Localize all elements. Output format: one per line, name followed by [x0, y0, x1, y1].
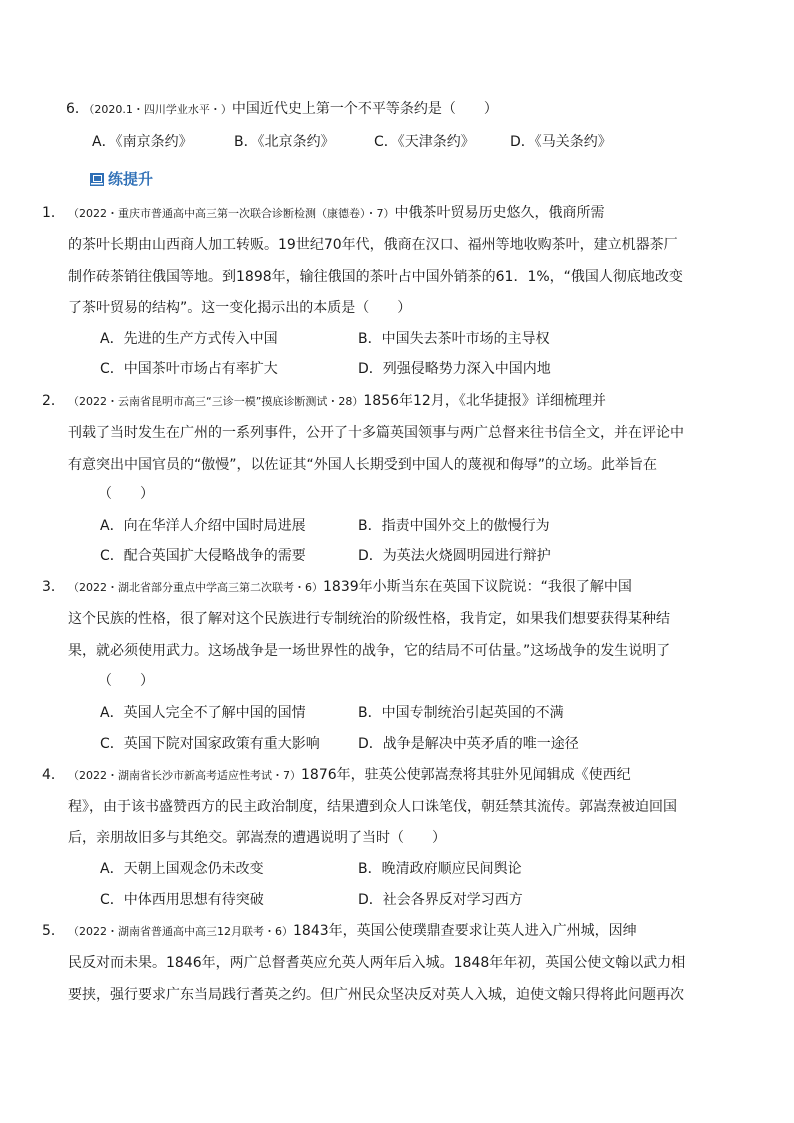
q5-stem-1: 1843年，英国公使璞鼎查要求让英人进入广州城，因绅 [293, 923, 637, 939]
q1-stem-4: 了茶叶贸易的结构”。这一变化揭示出的本质是（ ） [68, 300, 412, 316]
q2-option-c: C．配合英国扩大侵略战争的需要 [100, 548, 306, 564]
q3-line-1 [68, 576, 632, 599]
q1-option-b: B．中国失去茶叶市场的主导权 [358, 331, 550, 347]
q2-stem-3: 有意突出中国官员的“傲慢”，以佐证其“外国人长期受到中国人的蔑视和侮辱”的立场。此举旨在 [68, 457, 658, 473]
q3-stem-2: 这个民族的性格，很了解对这个民族进行专制统治的阶级性格，我肯定，如果我们想要获得某种结 [68, 611, 670, 627]
q6-option-a: A．《南京条约》 [92, 134, 193, 150]
q3-option-a: A．英国人完全不了解中国的国情 [100, 705, 306, 721]
q3-option-c: C．英国下院对国家政策有重大影响 [100, 736, 320, 752]
q1-stem-3: 制作砖茶销往俄国等地。到1898年，输往俄国的茶叶占中国外销茶的61．1%，“俄国人彻底地改变 [68, 269, 683, 285]
q4-option-b: B．晚清政府顺应民间舆论 [358, 861, 522, 877]
q3-stem-3: 果，就必须使用武力。这场战争是一场世界性的战争，它的结局不可估量。”这场战争的发生说明了 [68, 643, 671, 659]
q4-option-c: C．中体西用思想有待突破 [100, 892, 264, 908]
q6-source: （2020.1・四川学业水平・） [88, 103, 232, 116]
q4-stem-3: 后，亲朋故旧多与其绝交。郭嵩焘的遭遇说明了当时（ ） [68, 830, 446, 846]
q2-option-a: A．向在华洋人介绍中国时局进展 [100, 518, 306, 534]
q5-stem-3: 要挟，强行要求广东当局践行耆英之约。但广州民众坚决反对英人入城，迫使文翰只得将此问题再次 [68, 987, 684, 1003]
q2-number: 2． [42, 393, 65, 409]
q4-option-a: A．天朝上国观念仍未改变 [100, 861, 264, 877]
q2-stem-1: 1856年12月，《北华捷报》详细梳理并 [363, 393, 606, 409]
q4-stem-2: 程》，由于该书盛赞西方的民主政治制度，结果遭到众人口诛笔伐，朝廷禁其流传。郭嵩焘被迫回国 [68, 799, 677, 815]
q4-option-d: D．社会各界反对学习西方 [358, 892, 523, 908]
q2-option-d: D．为英法火烧圆明园进行辩护 [358, 548, 551, 564]
q4-source: （2022・湖南省长沙市新高考适应性考试・7） [68, 769, 301, 782]
q1-stem-1: 中俄茶叶贸易历史悠久，俄商所需 [394, 205, 605, 221]
section-header [90, 168, 153, 190]
q4-line-1 [68, 764, 631, 787]
q3-number: 3． [42, 579, 65, 595]
q6-option-b: B．《北京条约》 [234, 134, 335, 150]
q1-option-c: C．中国茶叶市场占有率扩大 [100, 361, 278, 377]
q6-option-d: D．《马关条约》 [510, 134, 612, 150]
q2-option-b: B．指责中国外交上的傲慢行为 [358, 518, 550, 534]
q6-number: 6． [66, 101, 89, 117]
section-title: 练提升 [108, 170, 154, 188]
q4-number: 4． [42, 767, 65, 783]
q6-option-c: C．《天津条约》 [374, 134, 475, 150]
q1-line-1 [68, 202, 605, 225]
q3-source: （2022・湖北省部分重点中学高三第二次联考・6） [68, 581, 323, 594]
q3-option-d: D．战争是解决中英矛盾的唯一途径 [358, 736, 579, 752]
q3-stem-4: （ ） [98, 673, 154, 689]
q2-source: （2022・云南省昆明市高三“三诊一模”摸底诊断测试・28） [68, 395, 364, 408]
q6-stem-line [66, 98, 498, 121]
q4-stem-1: 1876年，驻英公使郭嵩焘将其驻外见闻辑成《使西纪 [301, 767, 631, 783]
q1-number: 1． [42, 205, 65, 221]
q2-stem-4: （ ） [98, 486, 154, 502]
q5-source: （2022・湖南省普通高中高三12月联考・6） [68, 925, 293, 938]
q5-stem-2: 民反对而未果。1846年，两广总督耆英应允英人两年后入城。1848年年初，英国公使文翰以武力相 [68, 955, 686, 971]
book-icon [90, 173, 104, 186]
q3-option-b: B．中国专制统治引起英国的不满 [358, 705, 564, 721]
q2-line-1 [68, 390, 606, 413]
q6-stem: 中国近代史上第一个不平等条约是（ ） [231, 101, 498, 117]
q1-stem-2: 的茶叶长期由山西商人加工转贩。19世纪70年代，俄商在汉口、福州等地收购茶叶，建立机器茶厂 [68, 237, 678, 253]
q5-number: 5． [42, 923, 65, 939]
q1-source: （2022・重庆市普通高中高三第一次联合诊断检测（康德卷）・7） [68, 207, 395, 220]
q3-stem-1: 1839年小斯当东在英国下议院说：“我很了解中国 [323, 579, 632, 595]
q1-option-a: A．先进的生产方式传入中国 [100, 331, 278, 347]
q5-line-1 [68, 920, 637, 943]
q1-option-d: D．列强侵略势力深入中国内地 [358, 361, 551, 377]
q2-stem-2: 刊载了当时发生在广州的一系列事件，公开了十多篇英国领事与两广总督来往书信全文，并在评论中 [68, 425, 684, 441]
